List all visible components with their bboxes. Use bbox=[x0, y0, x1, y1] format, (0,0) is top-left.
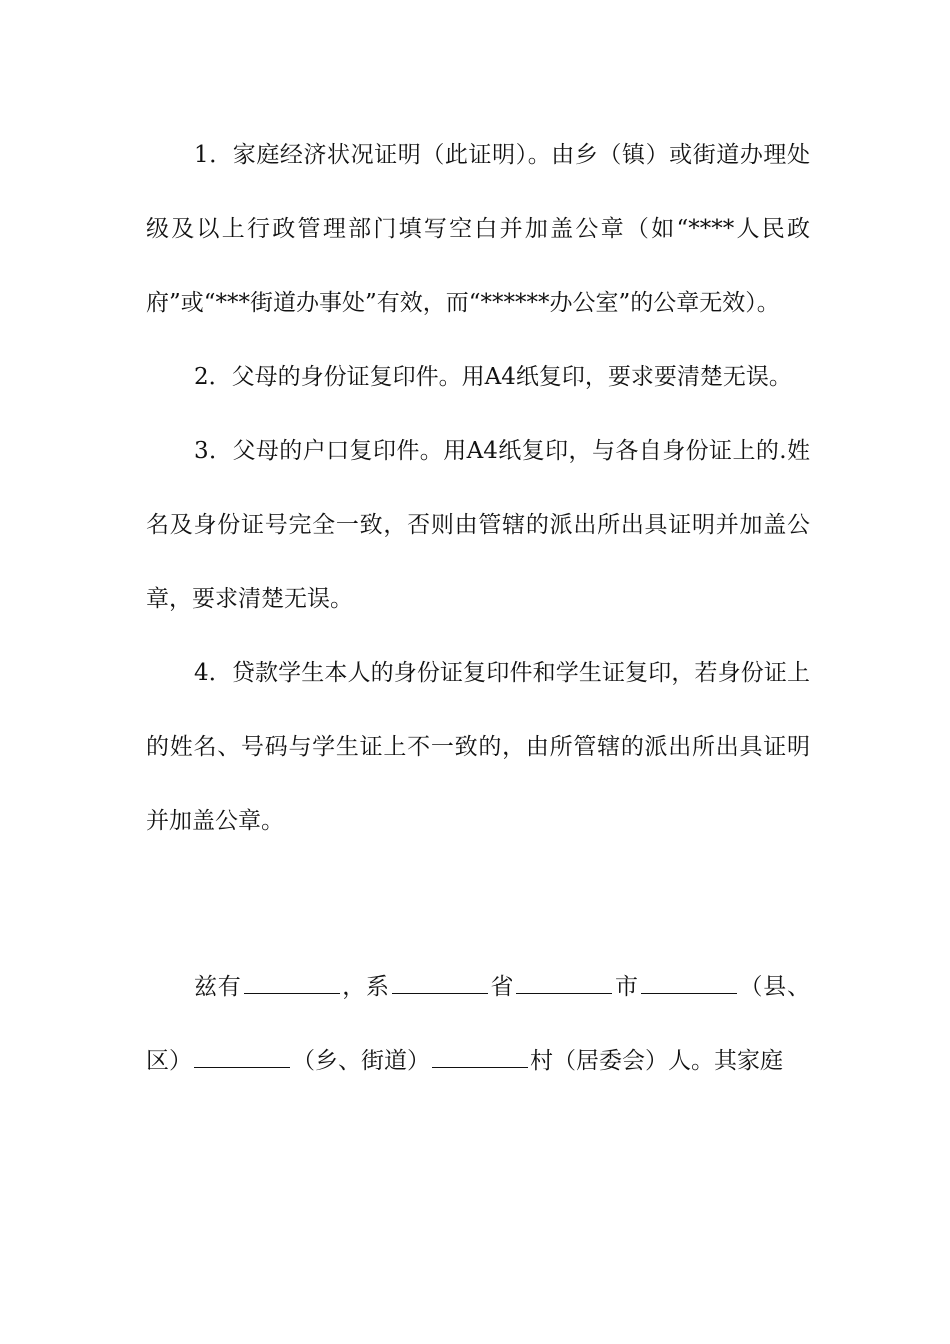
paragraph-item-2: 2．父母的身份证复印件。用A4纸复印，要求要清楚无误。 bbox=[194, 364, 792, 390]
paragraph-item-1: 1．家庭经济状况证明（此证明）。由乡（镇）或街道办理处级及以上行政管理部门填写空白并加盖公章（如“****人民政府”或“***街道办事处”有效，而“******办公室”的公章无效）。 bbox=[146, 142, 810, 316]
certificate-form-paragraph bbox=[146, 950, 810, 1098]
form-text-county: （县、区） bbox=[146, 974, 810, 1074]
blank-village-field[interactable] bbox=[432, 1049, 528, 1068]
form-text-of: ，系 bbox=[341, 974, 390, 1000]
blank-township-field[interactable] bbox=[194, 1049, 290, 1068]
form-text-intro: 兹有 bbox=[194, 974, 242, 1000]
form-text-city: 市 bbox=[614, 974, 639, 1000]
section-gap bbox=[146, 858, 810, 950]
form-text-township: （乡、街道） bbox=[292, 1048, 430, 1074]
blank-province-field[interactable] bbox=[392, 975, 488, 994]
form-text-village: 村（居委会）人。其家庭 bbox=[530, 1048, 783, 1074]
paragraph-item-4: 4．贷款学生本人的身份证复印件和学生证复印，若身份证上的姓名、号码与学生证上不一致的，由所管辖的派出所出具证明并加盖公章。 bbox=[146, 660, 810, 834]
blank-city-field[interactable] bbox=[516, 975, 612, 994]
paragraph-item-3: 3．父母的户口复印件。用A4纸复印，与各自身份证上的.姓名及身份证号完全一致，否则由管辖的派出所出具证明并加盖公章，要求清楚无误。 bbox=[146, 438, 810, 612]
blank-name-field[interactable] bbox=[244, 975, 340, 994]
document-body bbox=[146, 118, 810, 1098]
form-text-province: 省 bbox=[489, 974, 515, 1000]
blank-county-field[interactable] bbox=[641, 975, 737, 994]
